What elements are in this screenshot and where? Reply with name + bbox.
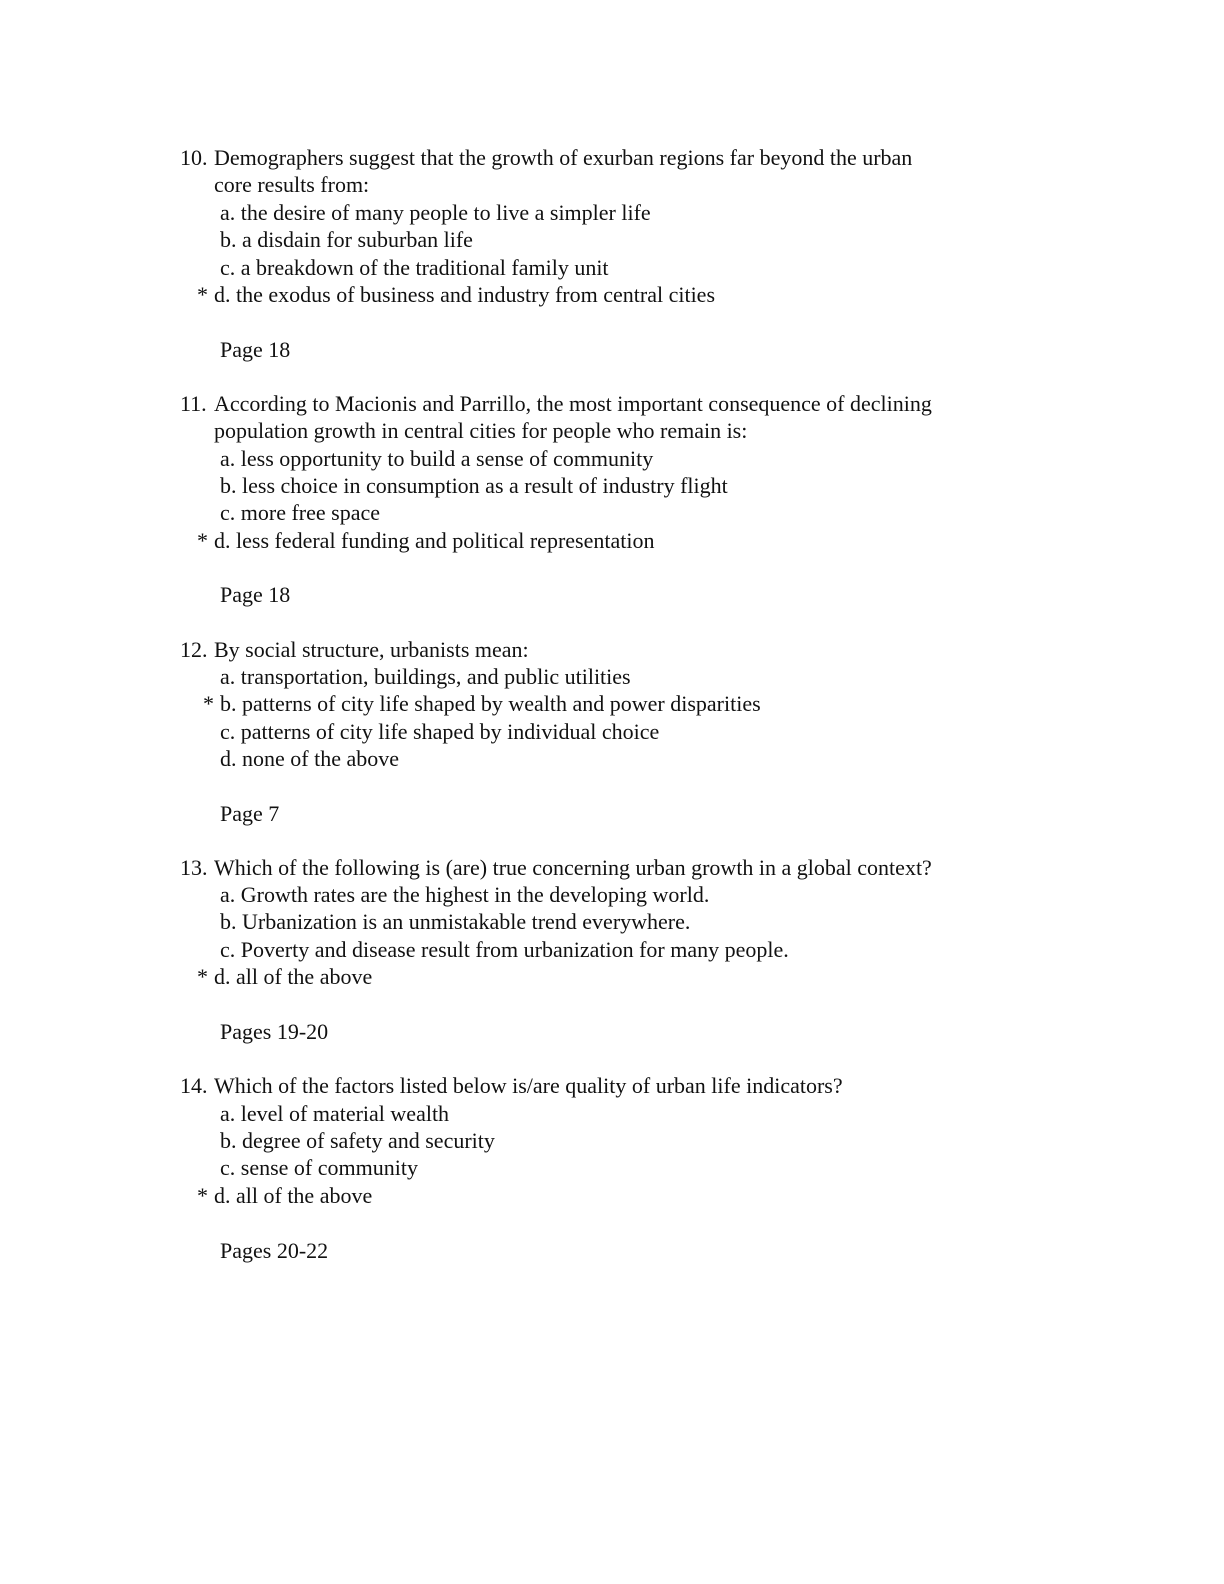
answer-option: b. less choice in consumption as a result of industry flight — [220, 473, 728, 498]
page-reference: Pages 20-22 — [220, 1238, 329, 1263]
answer-option: c. a breakdown of the traditional family unit — [220, 255, 609, 280]
question-number: 13. — [180, 855, 208, 880]
answer-option: a. level of material wealth — [220, 1101, 450, 1126]
correct-answer-marker: * — [197, 1183, 208, 1208]
answer-option: a. transportation, buildings, and public utilities — [220, 664, 631, 689]
answer-option: b. Urbanization is an unmistakable trend everywhere. — [220, 909, 691, 934]
answer-option: d. the exodus of business and industry from central cities — [214, 282, 716, 307]
answer-option: d. less federal funding and political representation — [214, 528, 655, 553]
answer-option: c. Poverty and disease result from urbanization for many people. — [220, 937, 789, 962]
question-number: 11. — [180, 391, 207, 416]
answer-option: a. Growth rates are the highest in the developing world. — [220, 882, 710, 907]
correct-answer-marker: * — [197, 282, 208, 307]
question-stem-line: Demographers suggest that the growth of exurban regions far beyond the urban — [214, 145, 913, 170]
question-stem-line: Which of the following is (are) true concerning urban growth in a global context? — [214, 855, 932, 880]
answer-option: b. patterns of city life shaped by wealth and power disparities — [220, 691, 761, 716]
question-number: 10. — [180, 145, 208, 170]
answer-option: d. all of the above — [214, 1183, 373, 1208]
question-number: 14. — [180, 1073, 208, 1098]
answer-option: b. degree of safety and security — [220, 1128, 495, 1153]
page-reference: Page 18 — [220, 582, 291, 607]
question-stem-line: core results from: — [214, 172, 370, 197]
page-reference: Page 18 — [220, 337, 291, 362]
question-stem-line: Which of the factors listed below is/are quality of urban life indicators? — [214, 1073, 843, 1098]
answer-option: b. a disdain for suburban life — [220, 227, 473, 252]
answer-option: c. patterns of city life shaped by individual choice — [220, 719, 660, 744]
correct-answer-marker: * — [203, 691, 214, 716]
answer-option: a. less opportunity to build a sense of community — [220, 446, 654, 471]
correct-answer-marker: * — [197, 964, 208, 989]
answer-option: d. none of the above — [220, 746, 399, 771]
correct-answer-marker: * — [197, 528, 208, 553]
question-stem-line: population growth in central cities for people who remain is: — [214, 418, 748, 443]
question-number: 12. — [180, 637, 208, 662]
question-stem-line: According to Macionis and Parrillo, the most important consequence of declining — [214, 391, 932, 416]
page-reference: Pages 19-20 — [220, 1019, 329, 1044]
answer-option: d. all of the above — [214, 964, 373, 989]
question-stem-line: By social structure, urbanists mean: — [214, 637, 529, 662]
answer-option: c. sense of community — [220, 1155, 418, 1180]
answer-option: c. more free space — [220, 500, 381, 525]
page-reference: Page 7 — [220, 801, 280, 826]
answer-option: a. the desire of many people to live a simpler life — [220, 200, 651, 225]
